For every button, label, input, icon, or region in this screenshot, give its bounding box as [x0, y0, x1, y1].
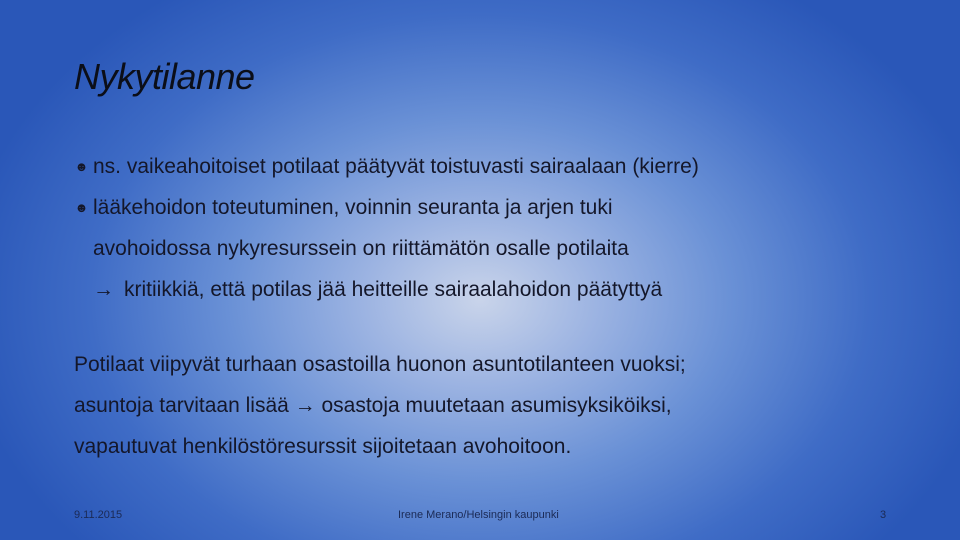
paragraph-line: vapautuvat henkilöstöresurssit sijoitetaan avohoitoon.	[74, 435, 572, 458]
paragraph-text: asuntoja tarvitaan lisää	[74, 394, 295, 417]
footer-page-number: 3	[880, 509, 887, 521]
footer-date: 9.11.2015	[74, 509, 123, 521]
bullet-item	[74, 146, 699, 187]
person-bullet-icon: ☻	[74, 159, 89, 174]
bullet-list	[74, 146, 699, 310]
bullet-text: ns. vaikeahoitoiset potilaat päätyvät toistuvasti sairaalaan (kierre)	[93, 155, 699, 178]
bullet-continuation	[74, 228, 699, 269]
paragraph-line	[74, 385, 686, 426]
continuation-text: avohoidossa nykyresurssein on riittämätön osalle potilaita	[93, 237, 629, 260]
arrow-right-icon: →	[93, 278, 114, 301]
slide-title: Nykytilanne	[74, 56, 255, 97]
paragraph	[74, 344, 686, 467]
paragraph-line: Potilaat viipyvät turhaan osastoilla huonon asuntotilanteen vuoksi;	[74, 353, 686, 376]
arrow-line	[74, 269, 699, 310]
arrow-right-icon: →	[294, 394, 316, 417]
paragraph-text: osastoja muutetaan asumisyksiköiksi,	[315, 394, 672, 417]
arrow-line-text: kritiikkiä, että potilas jää heitteille sairaalahoidon päätyttyä	[124, 278, 663, 301]
person-bullet-icon: ☻	[74, 200, 89, 215]
bullet-item	[74, 187, 699, 228]
footer-author: Irene Merano/Helsingin kaupunki	[398, 509, 559, 521]
bullet-text: lääkehoidon toteutuminen, voinnin seuranta ja arjen tuki	[93, 196, 613, 219]
